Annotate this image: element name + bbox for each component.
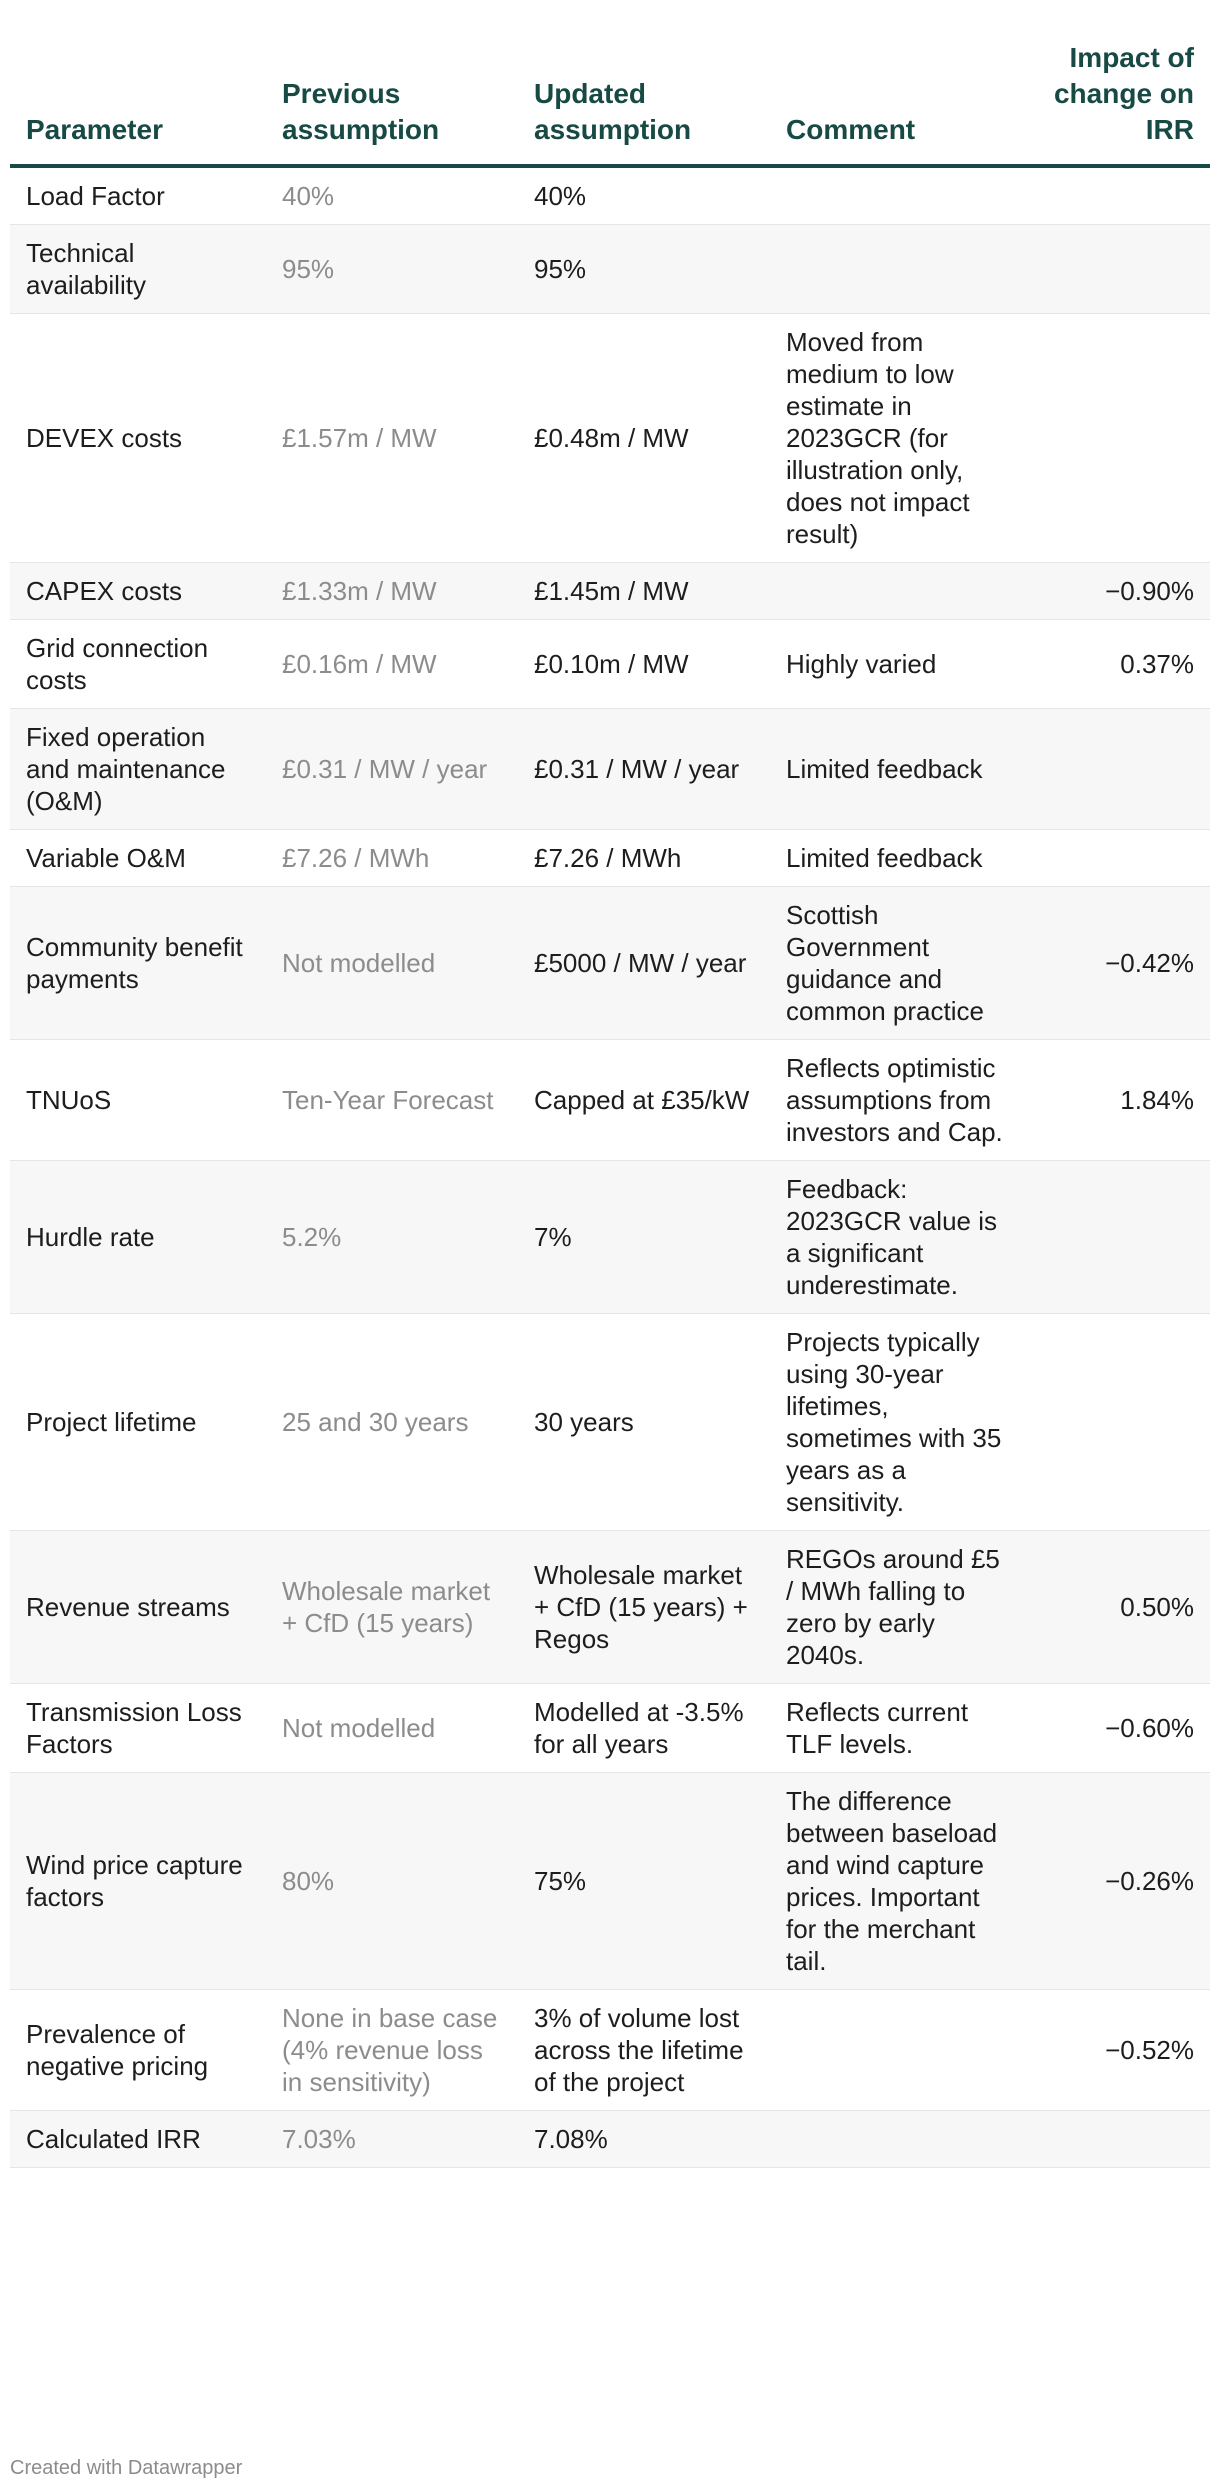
cell-updated-assumption: 3% of volume lost across the lifetime of the project bbox=[518, 1990, 770, 2111]
cell-impact-on-irr bbox=[1020, 166, 1210, 225]
cell-comment: Limited feedback bbox=[770, 709, 1020, 830]
header-row bbox=[10, 40, 1210, 166]
cell-impact-on-irr bbox=[1020, 225, 1210, 314]
cell-parameter: Project lifetime bbox=[10, 1314, 266, 1531]
header-parameter: Parameter bbox=[10, 40, 266, 166]
table-row bbox=[10, 225, 1210, 314]
cell-impact-on-irr: −0.60% bbox=[1020, 1684, 1210, 1773]
cell-parameter: Load Factor bbox=[10, 166, 266, 225]
table-row bbox=[10, 166, 1210, 225]
cell-parameter: TNUoS bbox=[10, 1040, 266, 1161]
cell-updated-assumption: £0.10m / MW bbox=[518, 620, 770, 709]
table-row bbox=[10, 314, 1210, 563]
header-updated-assumption: Updated assumption bbox=[518, 40, 770, 166]
cell-comment: REGOs around £5 / MWh falling to zero by early 2040s. bbox=[770, 1531, 1020, 1684]
cell-updated-assumption: £7.26 / MWh bbox=[518, 830, 770, 887]
cell-previous-assumption: 95% bbox=[266, 225, 518, 314]
cell-previous-assumption: 80% bbox=[266, 1773, 518, 1990]
cell-previous-assumption: £0.31 / MW / year bbox=[266, 709, 518, 830]
cell-impact-on-irr bbox=[1020, 314, 1210, 563]
table-header bbox=[10, 40, 1210, 166]
header-impact-on-irr: Impact of change on IRR bbox=[1020, 40, 1210, 166]
cell-updated-assumption: 75% bbox=[518, 1773, 770, 1990]
cell-impact-on-irr: 1.84% bbox=[1020, 1040, 1210, 1161]
cell-impact-on-irr bbox=[1020, 1314, 1210, 1531]
cell-parameter: DEVEX costs bbox=[10, 314, 266, 563]
cell-impact-on-irr bbox=[1020, 709, 1210, 830]
cell-updated-assumption: 7% bbox=[518, 1161, 770, 1314]
cell-previous-assumption: Wholesale market + CfD (15 years) bbox=[266, 1531, 518, 1684]
cell-impact-on-irr: 0.50% bbox=[1020, 1531, 1210, 1684]
cell-previous-assumption: £7.26 / MWh bbox=[266, 830, 518, 887]
cell-previous-assumption: Not modelled bbox=[266, 1684, 518, 1773]
cell-updated-assumption: Capped at £35/kW bbox=[518, 1040, 770, 1161]
cell-parameter: Fixed operation and maintenance (O&M) bbox=[10, 709, 266, 830]
table-row bbox=[10, 709, 1210, 830]
cell-comment: Limited feedback bbox=[770, 830, 1020, 887]
cell-previous-assumption: £0.16m / MW bbox=[266, 620, 518, 709]
cell-parameter: Community benefit payments bbox=[10, 887, 266, 1040]
table-row bbox=[10, 620, 1210, 709]
cell-impact-on-irr bbox=[1020, 1161, 1210, 1314]
cell-comment bbox=[770, 225, 1020, 314]
cell-parameter: Technical availability bbox=[10, 225, 266, 314]
cell-impact-on-irr: −0.52% bbox=[1020, 1990, 1210, 2111]
cell-previous-assumption: 25 and 30 years bbox=[266, 1314, 518, 1531]
table-row bbox=[10, 563, 1210, 620]
table-row bbox=[10, 1684, 1210, 1773]
cell-updated-assumption: 95% bbox=[518, 225, 770, 314]
cell-parameter: CAPEX costs bbox=[10, 563, 266, 620]
cell-comment: Highly varied bbox=[770, 620, 1020, 709]
cell-impact-on-irr: 0.37% bbox=[1020, 620, 1210, 709]
header-previous-assumption: Previous assumption bbox=[266, 40, 518, 166]
cell-impact-on-irr: −0.90% bbox=[1020, 563, 1210, 620]
cell-impact-on-irr bbox=[1020, 830, 1210, 887]
datawrapper-credit: Created with Datawrapper bbox=[10, 2457, 243, 2479]
cell-comment: Moved from medium to low estimate in 2023GCR (for illustration only, does not impact result) bbox=[770, 314, 1020, 563]
cell-parameter: Prevalence of negative pricing bbox=[10, 1990, 266, 2111]
table-row bbox=[10, 1161, 1210, 1314]
cell-previous-assumption: None in base case (4% revenue loss in sensitivity) bbox=[266, 1990, 518, 2111]
table-row bbox=[10, 887, 1210, 1040]
cell-updated-assumption: 30 years bbox=[518, 1314, 770, 1531]
cell-previous-assumption: 40% bbox=[266, 166, 518, 225]
table-row bbox=[10, 2111, 1210, 2168]
cell-previous-assumption: 5.2% bbox=[266, 1161, 518, 1314]
cell-comment: Scottish Government guidance and common practice bbox=[770, 887, 1020, 1040]
cell-previous-assumption: Ten-Year Forecast bbox=[266, 1040, 518, 1161]
cell-parameter: Variable O&M bbox=[10, 830, 266, 887]
cell-parameter: Revenue streams bbox=[10, 1531, 266, 1684]
cell-updated-assumption: £0.48m / MW bbox=[518, 314, 770, 563]
cell-comment: Projects typically using 30-year lifetimes, sometimes with 35 years as a sensitivity. bbox=[770, 1314, 1020, 1531]
cell-parameter: Hurdle rate bbox=[10, 1161, 266, 1314]
cell-impact-on-irr bbox=[1020, 2111, 1210, 2168]
cell-updated-assumption: Wholesale market + CfD (15 years) + Regos bbox=[518, 1531, 770, 1684]
cell-comment bbox=[770, 166, 1020, 225]
cell-updated-assumption: £5000 / MW / year bbox=[518, 887, 770, 1040]
table-row bbox=[10, 1990, 1210, 2111]
cell-parameter: Calculated IRR bbox=[10, 2111, 266, 2168]
cell-comment bbox=[770, 563, 1020, 620]
cell-comment: The difference between baseload and wind capture prices. Important for the merchant tail. bbox=[770, 1773, 1020, 1990]
cell-previous-assumption: 7.03% bbox=[266, 2111, 518, 2168]
table-row bbox=[10, 1531, 1210, 1684]
table-row bbox=[10, 1773, 1210, 1990]
cell-updated-assumption: £1.45m / MW bbox=[518, 563, 770, 620]
cell-comment bbox=[770, 1990, 1020, 2111]
cell-updated-assumption: Modelled at -3.5% for all years bbox=[518, 1684, 770, 1773]
cell-impact-on-irr: −0.42% bbox=[1020, 887, 1210, 1040]
assumptions-table bbox=[10, 40, 1210, 2168]
cell-parameter: Transmission Loss Factors bbox=[10, 1684, 266, 1773]
cell-comment: Feedback: 2023GCR value is a significant underestimate. bbox=[770, 1161, 1020, 1314]
cell-previous-assumption: £1.57m / MW bbox=[266, 314, 518, 563]
table-row bbox=[10, 830, 1210, 887]
cell-previous-assumption: £1.33m / MW bbox=[266, 563, 518, 620]
cell-parameter: Grid connection costs bbox=[10, 620, 266, 709]
cell-updated-assumption: £0.31 / MW / year bbox=[518, 709, 770, 830]
table-row bbox=[10, 1314, 1210, 1531]
table-row bbox=[10, 1040, 1210, 1161]
cell-updated-assumption: 7.08% bbox=[518, 2111, 770, 2168]
cell-updated-assumption: 40% bbox=[518, 166, 770, 225]
cell-impact-on-irr: −0.26% bbox=[1020, 1773, 1210, 1990]
cell-comment: Reflects current TLF levels. bbox=[770, 1684, 1020, 1773]
header-comment: Comment bbox=[770, 40, 1020, 166]
cell-parameter: Wind price capture factors bbox=[10, 1773, 266, 1990]
table-body bbox=[10, 166, 1210, 2168]
cell-comment: Reflects optimistic assumptions from investors and Cap. bbox=[770, 1040, 1020, 1161]
cell-comment bbox=[770, 2111, 1020, 2168]
cell-previous-assumption: Not modelled bbox=[266, 887, 518, 1040]
